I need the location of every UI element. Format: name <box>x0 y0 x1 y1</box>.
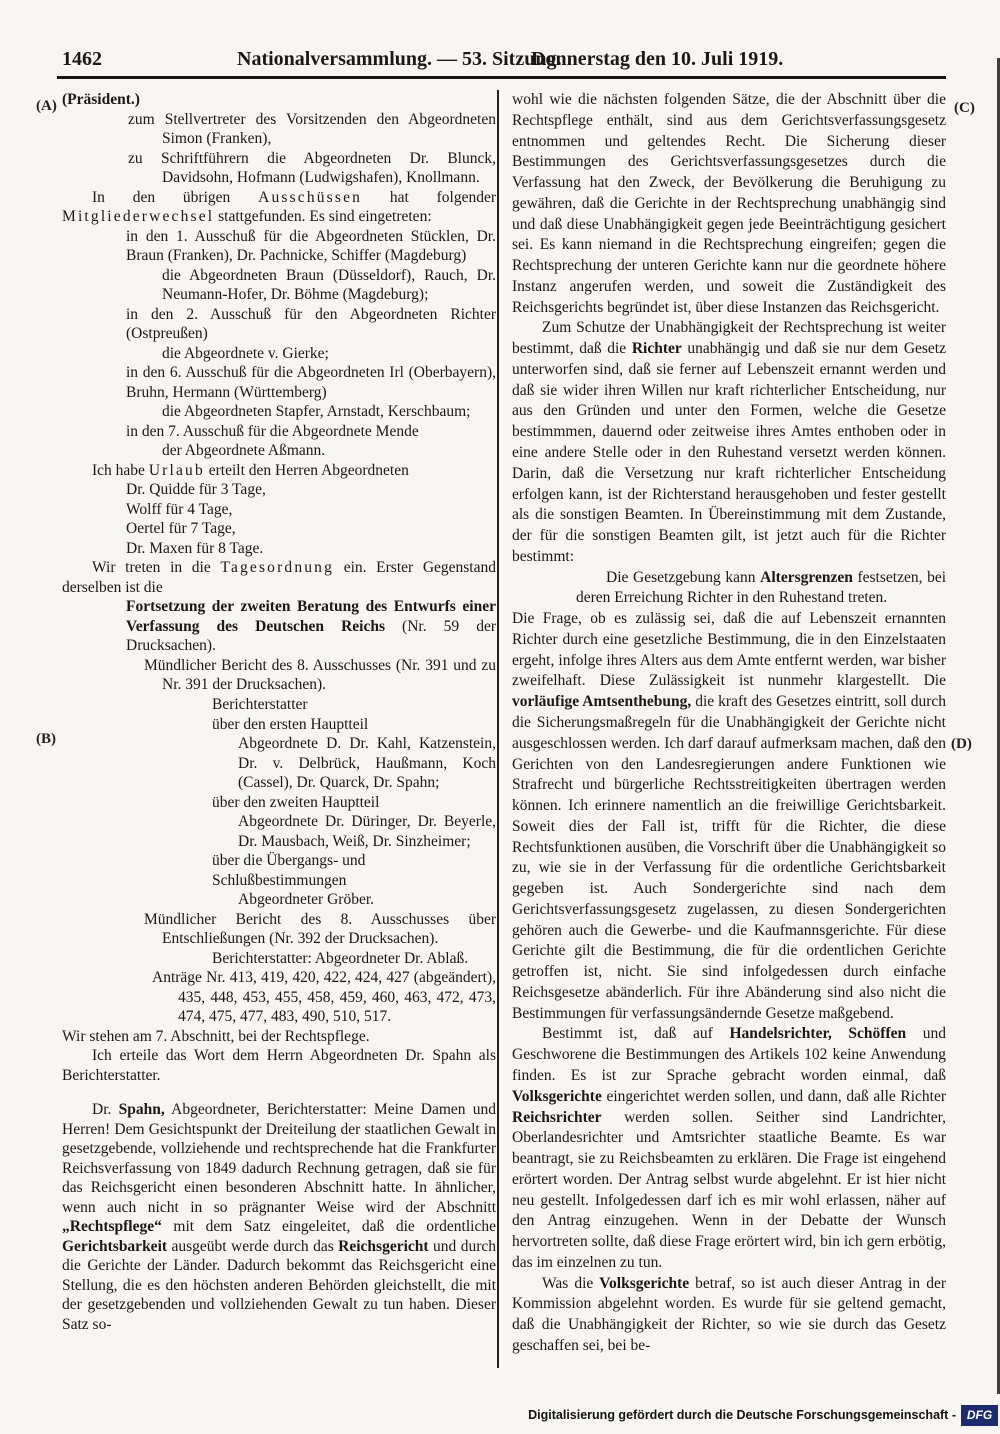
text-segment: die Abgeordneten Braun (Düsseldorf), Rauch, Dr. Neumann-Hofer, Dr. Böhme (Magdeburg); <box>162 266 496 304</box>
text-segment: Wir stehen am 7. Abschnitt, bei der Rechtspflege. <box>62 1027 370 1045</box>
text-segment: die kraft des Gesetzes eintritt, soll durch die Sicherungsmaßregeln für die Unabhängigkeit der Gerichte nicht ausgeschlossen werden. Ich darf darauf aufmerksam machen, daß den Gerichten von den Landesregierungen andere Funktionen wie Strafrecht und bürgerliche Rechtsstreitigkeiten übertragen werden können. Ich erinnere namentlich an die freiwillige Gerichtsbarkeit. Soweit dies der Fall ist, trifft für die Richter, die diese Rechtsfunktionen ausüben, die Vorschrift über die Unabhängigkeit so zu, wie sie in der Verfassung für die ordentliche Gerichtsbarkeit gegeben ist. Auch Sondergerichte sind nach dem Gerichtsverfassungsgesetz zugelassen, zu diesen Sondergerichten gehören auch die Gewerbe- und die Kaufmannsgerichte. Für diese Gerichte gilt die Bestimmung, die für die ordentlichen Gerichte getroffen ist, nicht. Sie sind infolgedessen durch einfache Reichsgesetze abänderlich. Für ihre Abänderung sind also nicht die Bestimmungen für verfassungsändernde Gesetze maßgebend. <box>512 693 946 1022</box>
paragraph <box>62 90 496 110</box>
paragraph <box>212 715 496 735</box>
emphasized-text: Reichsgericht <box>338 1237 429 1255</box>
column-divider-rule <box>497 90 499 1368</box>
left-column <box>62 90 496 1370</box>
emphasized-text: Spahn, <box>118 1101 165 1119</box>
text-segment: in den 1. Ausschuß für die Abgeordneten Stücklen, Dr. Braun (Franken), Dr. Pachnicke, Schiffer (Magdeburg) <box>126 227 496 265</box>
paragraph <box>128 110 496 149</box>
emphasized-text: vorläufige Amtsenthebung, <box>512 693 692 711</box>
text-segment: die Abgeordneten Stapfer, Arnstadt, Kerschbaum; <box>162 403 471 421</box>
emphasized-text: Handelsrichter, Schöffen <box>729 1025 907 1043</box>
paragraph <box>62 1046 496 1085</box>
text-segment: werden sollen. Seither sind Landrichter, Oberlandesrichter und Amtsrichter staatliche Beamte. Es war beantragt, sie zu Reichsbeamten zu erklären. Die Frage ist eingehend erörtert worden. Der Antrag selbst wurde abgelehnt. Er ist hier nicht neu gestellt. Infolgedessen darf ich es mir wohl erlassen, näher auf den Antrag einzugehen. Wenn in der Debatte der Wunsch hervortreten sollte, daß diese Frage erörtert wird, bin ich gern erbötig, das im einzelnen zu tun. <box>512 1108 946 1271</box>
text-segment: Tagesordnung <box>220 559 335 577</box>
text-segment: Dr. <box>92 1101 119 1119</box>
text-segment: eingerichtet werden sollen, und dann, daß alle Richter <box>601 1087 946 1105</box>
paragraph <box>162 266 496 305</box>
text-segment: über den zweiten Hauptteil <box>212 793 380 811</box>
text-segment: Anträge Nr. 413, 419, 420, 422, 424, 427 (abgeändert), 435, 448, 453, 455, 458, 459, 460, 463, 472, 473, 474, 475, 477, 483, 490, 510, 517. <box>152 969 496 1026</box>
text-segment: festsetzen, bei deren Erreichung Richter in den Ruhestand treten. <box>576 568 946 607</box>
paragraph <box>144 910 496 949</box>
text-segment: Die Frage, ob es zulässig sei, daß die auf Lebenszeit ernannten Richter durch eine gesetzliche Bestimmung, die in den Einzelstaaten ergeht, infolge ihres Alters aus dem Amte entfernt werden, war bisher zweifelhaft. Diese Zulässigkeit ist nunmehr klargestellt. Die <box>512 610 946 690</box>
paragraph <box>62 461 496 481</box>
session-date: Donnerstag den 10. Juli 1919. <box>531 48 784 70</box>
text-segment: in den 7. Ausschuß für die Abgeordnete Mende <box>126 422 419 440</box>
paragraph <box>162 441 496 461</box>
text-segment: erteilt den Herren Abgeordneten <box>204 461 409 479</box>
paragraph <box>512 90 946 318</box>
emphasized-text: Reichsrichter <box>512 1108 602 1126</box>
dfg-logo: DFG <box>961 1405 998 1426</box>
header-rule <box>57 76 946 79</box>
session-title: Nationalversammlung. — 53. Sitzung. <box>237 48 562 70</box>
emphasized-text: Volksgerichte <box>512 1087 602 1105</box>
paragraph <box>62 188 496 227</box>
text-segment: Wolff für 4 Tage, <box>126 500 233 518</box>
text-segment: Abgeordneter Gröber. <box>238 891 375 909</box>
text-segment: der Abgeordnete Aßmann. <box>162 442 326 460</box>
margin-marker-c: (C) <box>954 100 975 116</box>
text-segment: Wir treten in die <box>92 559 221 577</box>
paragraph <box>512 1024 946 1273</box>
emphasized-text: Altersgrenzen <box>760 568 853 586</box>
text-segment: Mitgliederwechsel <box>62 208 215 226</box>
text-segment: in den 2. Ausschuß für den Abgeordneten Richter (Ostpreußen) <box>126 305 496 343</box>
text-segment: ein. Erster Gegenstand derselben ist die <box>62 559 496 596</box>
emphasized-text: Gerichtsbarkeit <box>62 1237 168 1255</box>
paragraph <box>126 539 496 559</box>
paragraph <box>126 480 496 500</box>
text-segment: Die Gesetzgebung kann <box>606 568 761 586</box>
text-segment: wohl wie die nächsten folgenden Sätze, die der Abschnitt über die Rechtspflege enthält, sind aus dem Gerichtsverfassungsgesetz entnommen und geltendes Recht. Die Sicherung dieser Bestimmungen des Gerichtsverfassungsgesetzes durch die Verfassung hat den Zweck, der Bevölkerung die Beruhigung zu gewähren, daß die Gerichte in der Rechtsprechung unabhängig sind und daß diese Unabhängigkeit gegen jede Beeinträchtigung gesichert sei. Es kann niemand in die Rechtsprechung eingreifen; gegen die Rechtsprechung der unteren Gerichte kann nur die geordnete höhere Instanz angerufen werden, und soweit die Zuständigkeit des Reichsgerichts begründet ist, über diese Instanzen das Reichsgericht. <box>512 91 946 316</box>
paragraph <box>62 1027 496 1047</box>
paragraph <box>162 344 496 364</box>
paragraph <box>126 227 496 266</box>
text-segment: Ich erteile das Wort dem Herrn Abgeordneten Dr. Spahn als Berichterstatter. <box>62 1047 496 1084</box>
emphasized-text: Fortsetzung der zweiten Beratung des Entwurfs einer Verfassung des Deutschen Reichs <box>126 598 496 635</box>
text-segment: zum Stellvertreter des Vorsitzenden den Abgeordneten Simon (Franken), <box>128 110 496 148</box>
text-segment: die Abgeordnete v. Gierke; <box>162 344 329 362</box>
paragraph <box>512 1274 946 1357</box>
text-segment: Zum Schutze der Unabhängigkeit der Rechtsprechung ist weiter bestimmt, daß die <box>512 319 946 358</box>
paragraph <box>126 422 496 442</box>
text-segment: über den ersten Hauptteil <box>212 715 369 733</box>
text-segment: Ich habe <box>92 461 149 479</box>
digitization-credit: Digitalisierung gefördert durch die Deutsche Forschungsgemeinschaft - <box>528 1408 956 1422</box>
paragraph <box>152 968 496 1027</box>
text-segment: Dr. Quidde für 3 Tage, <box>126 481 266 499</box>
text-segment: und Geschworene die Bestimmungen des Artikels 102 keine Anwendung finden. Es ist zur Sprache gebracht worden einmal, daß <box>512 1025 946 1084</box>
margin-marker-d: (D) <box>951 736 972 752</box>
text-segment: In den übrigen <box>92 188 259 206</box>
emphasized-text: Volksgerichte <box>599 1274 690 1292</box>
paragraph <box>512 609 946 1024</box>
emphasized-text: „Rechtspflege“ <box>62 1218 162 1236</box>
paragraph <box>576 568 946 610</box>
text-segment: und durch die Gerichte der Länder. Dadurch bekommt das Reichsgericht eine Stellung, die es den höchsten anderen Behörden gleichstellt, die mit der gesetzgebenden und vollziehenden Gewalt zu tun haben. Dieser Satz so- <box>62 1237 496 1333</box>
text-segment: Bestimmt ist, daß auf <box>542 1025 730 1043</box>
margin-marker-a: (A) <box>36 98 57 114</box>
paragraph <box>512 318 946 567</box>
paragraph <box>212 851 496 890</box>
text-segment: Oertel für 7 Tage, <box>126 520 236 538</box>
right-column <box>512 90 946 1370</box>
text-segment: Mündlicher Bericht des 8. Ausschusses (Nr. 391 und zu Nr. 391 der Drucksachen). <box>144 656 496 694</box>
text-segment: mit dem Satz eingeleitet, daß die ordentliche <box>161 1218 496 1236</box>
paragraph <box>126 500 496 520</box>
text-segment: stattgefunden. Es sind eingetreten: <box>214 208 432 226</box>
paragraph <box>212 695 496 715</box>
text-segment: zu Schriftführern die Abgeordneten Dr. Blunck, Davidsohn, Hofmann (Ludwigshafen), Knollmann. <box>128 149 496 187</box>
paragraph <box>126 597 496 656</box>
text-segment: Abgeordnete D. Dr. Kahl, Katzenstein, Dr. v. Delbrück, Haußmann, Koch (Cassel), Dr. Quarck, Dr. Spahn; <box>238 735 496 792</box>
paragraph <box>238 734 496 793</box>
text-segment: Berichterstatter <box>212 695 308 713</box>
text-segment: in den 6. Ausschuß für die Abgeordneten Irl (Oberbayern), Bruhn, Hermann (Württemberg) <box>126 364 496 401</box>
text-segment: Abgeordnete Dr. Düringer, Dr. Beyerle, Dr. Mausbach, Weiß, Dr. Sinzheimer; <box>238 813 496 850</box>
paragraph <box>212 793 496 813</box>
paragraph <box>238 812 496 851</box>
emphasized-text: Richter <box>631 340 682 358</box>
text-segment: ausgeübt werde durch das <box>167 1237 339 1255</box>
text-segment: Mündlicher Bericht des 8. Ausschusses über Entschließungen (Nr. 392 der Drucksachen). <box>144 910 496 948</box>
text-segment: Was die <box>542 1274 600 1292</box>
paragraph <box>162 402 496 422</box>
paragraph <box>62 558 496 597</box>
emphasized-text: (Präsident.) <box>62 91 140 108</box>
text-segment: Ausschüssen <box>258 188 363 206</box>
paragraph <box>144 656 496 695</box>
text-segment: betraf, so ist auch dieser Antrag in der Kommission abgelehnt worden. Es wurde für sie geltend gemacht, daß die Unabhängigkeit der Richter, so wie sie durch das Gesetz geschaffen sei, bei be- <box>512 1274 946 1354</box>
paragraph <box>62 1100 496 1334</box>
text-segment: Urlaub <box>148 461 205 479</box>
footer <box>528 1403 998 1427</box>
text-segment: Dr. Maxen für 8 Tage. <box>126 539 264 557</box>
text-segment: hat folgender <box>362 188 496 206</box>
page-number: 1462 <box>62 48 102 70</box>
text-segment: über die Übergangs- und Schlußbestimmungen <box>212 852 366 889</box>
margin-marker-b: (B) <box>36 731 56 747</box>
text-segment: unabhängig und daß sie nur dem Gesetz unterworfen sind, daß sie ferner auf Lebenszeit ernannt werden und daß sie wider ihren Willen nur kraft richterlicher Entscheidung, nur aus den Gründen und unter den Formen, welche die Gesetze bestimmmen, dauernd oder zeitweise ihres Amtes enthoben oder in eine andere Stelle oder in den Ruhestand versetzt werden können. Darin, daß die Versetzung nur kraft richterlicher Entscheidung erfolgen kann, ist der Richterstand herausgehoben und fester gestellt als die sonstigen Beamten. In Übereinstimmung mit dem Zustande, der für die sonstigen Beamten gilt, ist jetzt auch für die Richter bestimmt: <box>512 340 946 565</box>
paragraph <box>128 149 496 188</box>
text-segment: Abgeordneter, Berichterstatter: Meine Damen und Herren! Dem Gesichtspunkt der Dreiteilung der staatlichen Gewalt in gesetzgebende, vollziehende und rechtsprechende hat die Frankfurter Reichsverfassung von 1849 dadurch Rechnung getragen, daß sie für das Reichsgericht einen besonderen Abschnitt hatte. In ähnlicher, wenn auch nicht in so prägnanter Weise wird der Abschnitt <box>62 1101 496 1216</box>
paragraph <box>126 305 496 344</box>
text-segment: (Nr. 59 der Drucksachen). <box>126 617 496 655</box>
paragraph <box>126 363 496 402</box>
paragraph <box>212 949 496 969</box>
text-segment: Berichterstatter: Abgeordneter Dr. Ablaß. <box>212 949 469 967</box>
paragraph <box>238 890 496 910</box>
paragraph <box>126 519 496 539</box>
